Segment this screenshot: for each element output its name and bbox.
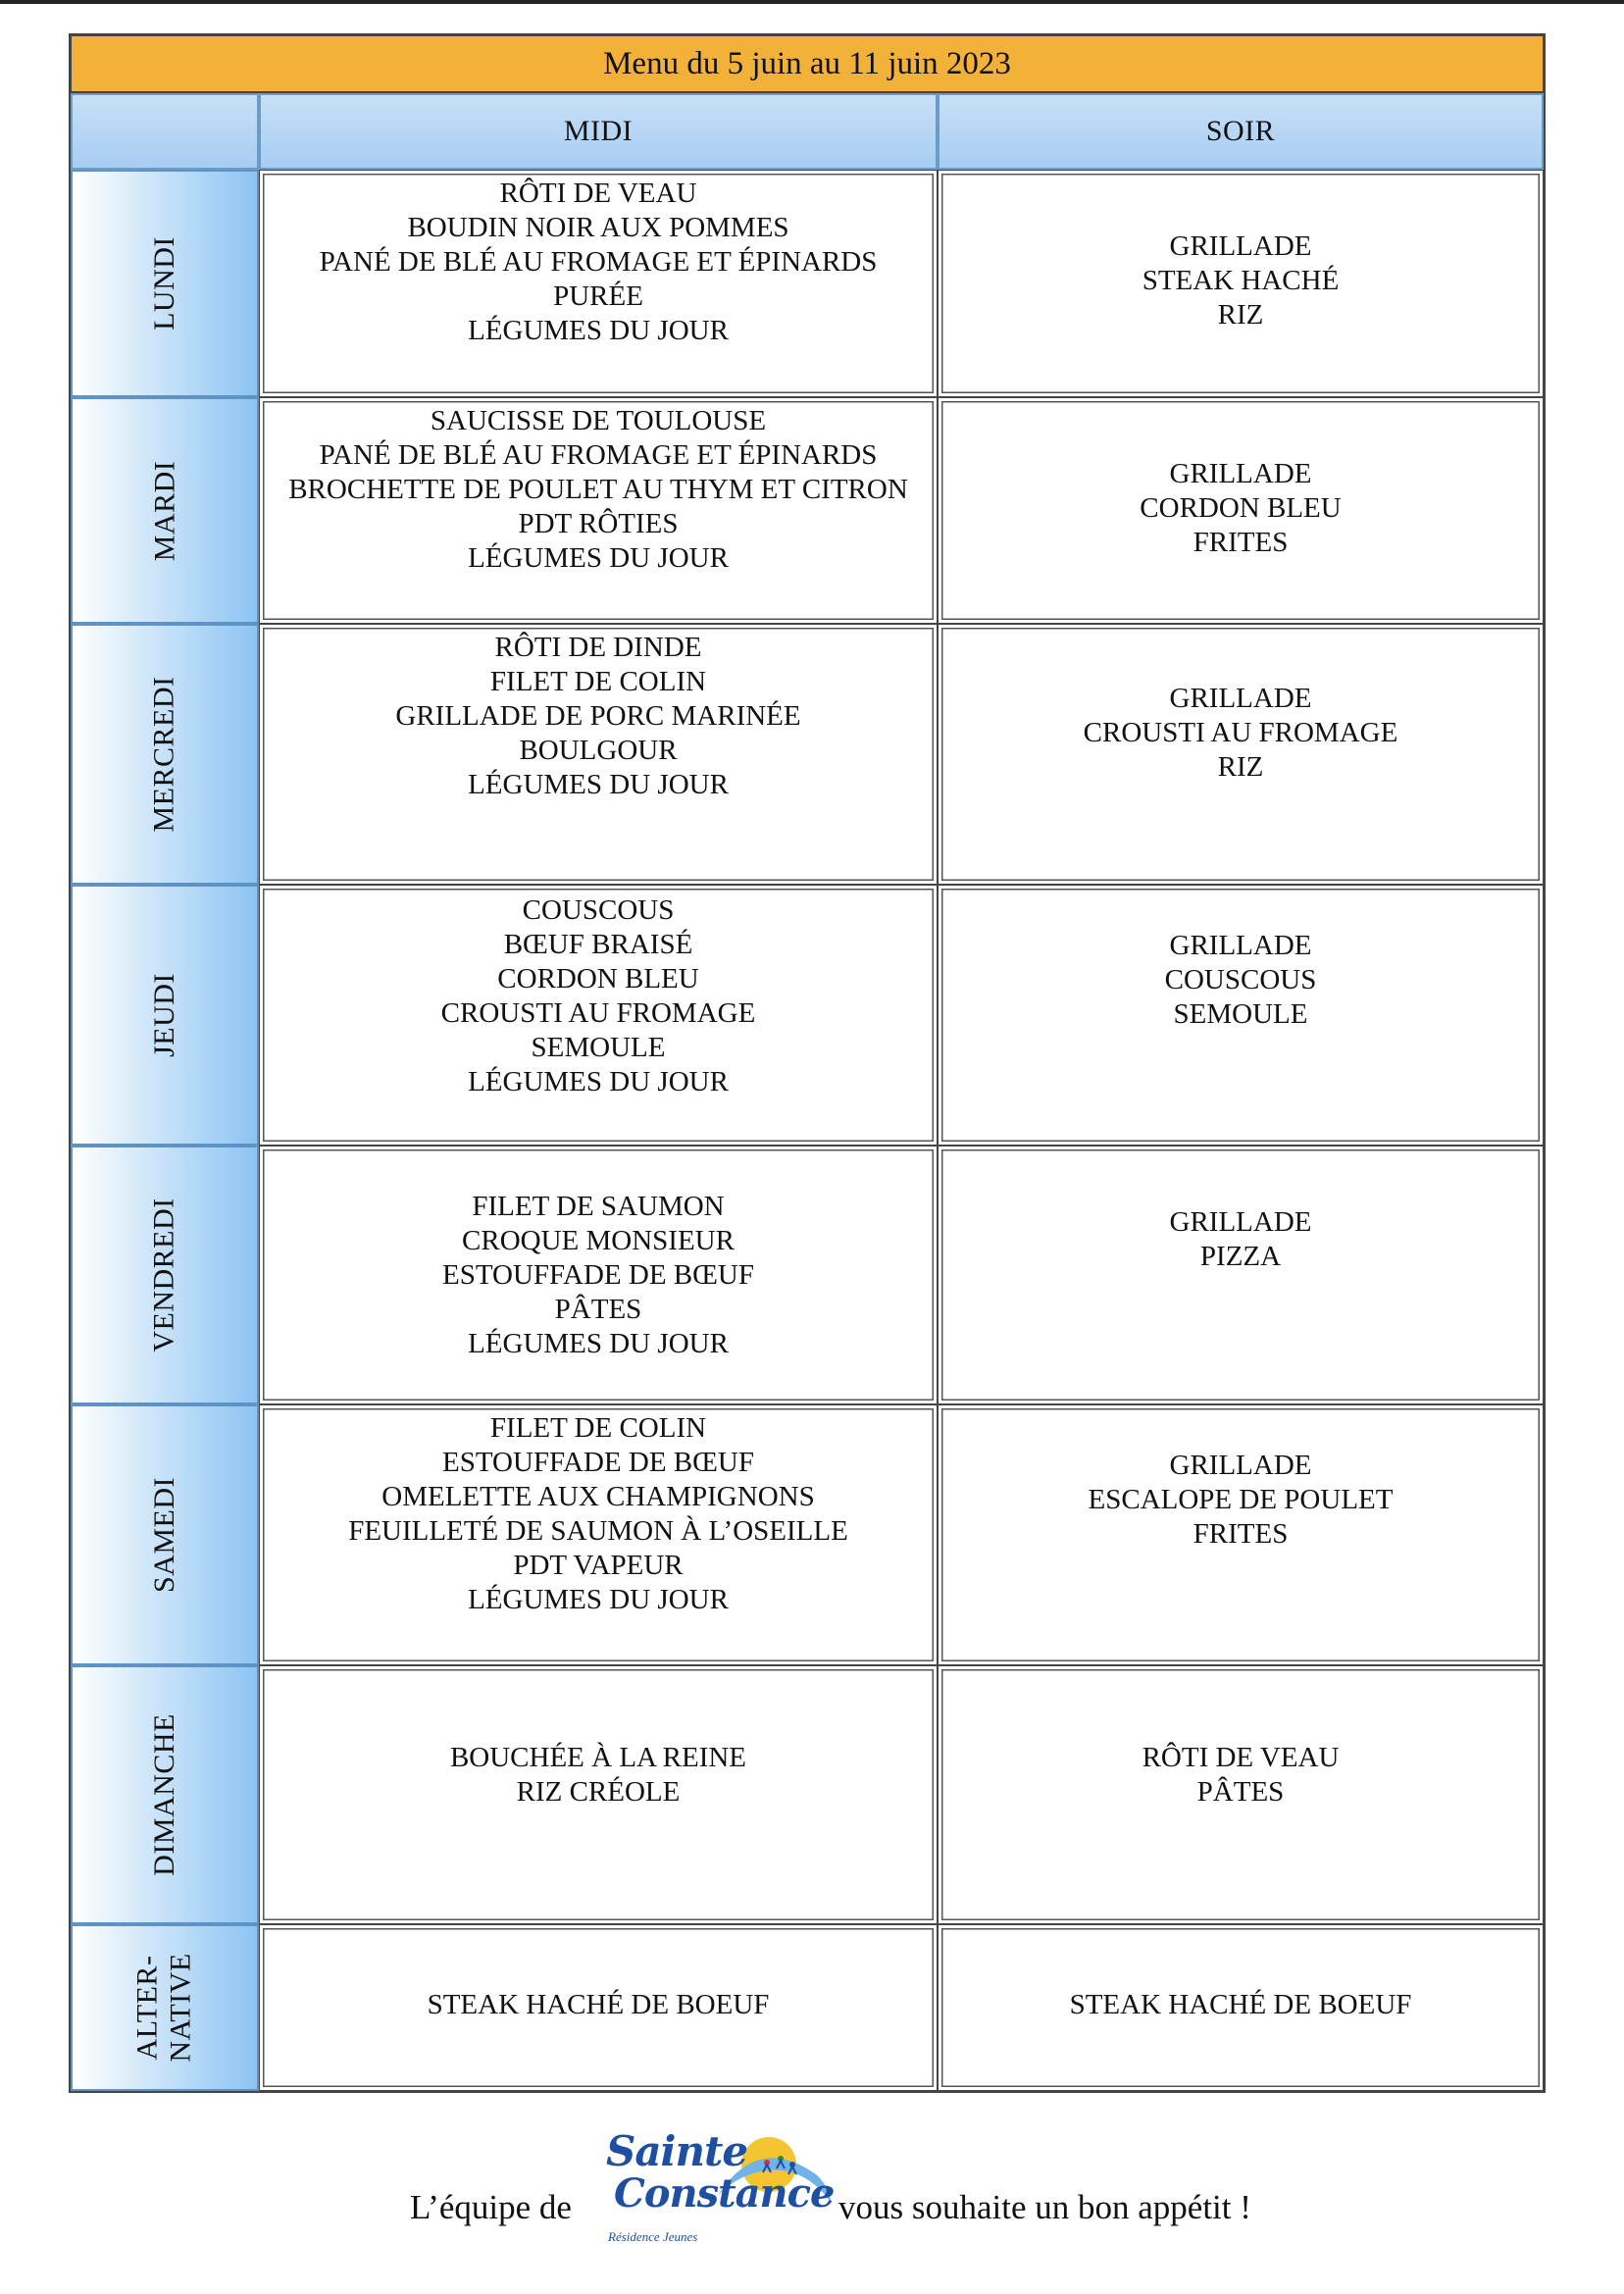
soir-cell	[938, 397, 1544, 624]
day-label-cell	[71, 170, 259, 397]
midi-cell	[259, 1404, 938, 1665]
dish: LÉGUMES DU JOUR	[468, 542, 729, 574]
dish: COUSCOUS	[1164, 964, 1317, 995]
dish: BOULGOUR	[519, 735, 678, 766]
menu-title: Menu du 5 juin au 11 juin 2023	[71, 35, 1544, 93]
dish: RÔTI DE VEAU	[499, 178, 697, 209]
dish: OMELETTE AUX CHAMPIGNONS	[381, 1481, 815, 1512]
day-label: ALTER- NATIVE	[131, 1953, 197, 2063]
dish: SAUCISSE DE TOULOUSE	[430, 405, 767, 436]
dish: CROQUE MONSIEUR	[462, 1225, 735, 1256]
sainte-constance-logo	[600, 2127, 836, 2255]
day-label: MERCREDI	[147, 676, 180, 833]
dish: BŒUF BRAISÉ	[503, 929, 693, 960]
day-label: SAMEDI	[147, 1476, 180, 1594]
day-label-cell	[71, 885, 259, 1146]
dish: CROUSTI AU FROMAGE	[1083, 717, 1398, 748]
dish: FRITES	[1193, 1518, 1289, 1550]
dish: PÂTES	[1196, 1776, 1285, 1808]
soir-cell	[938, 1404, 1544, 1665]
dish: FEUILLETÉ DE SAUMON À L’OSEILLE	[348, 1515, 848, 1547]
day-label-cell	[71, 1404, 259, 1665]
dish: CORDON BLEU	[497, 963, 699, 994]
dish: PANÉ DE BLÉ AU FROMAGE ET ÉPINARDS	[319, 439, 878, 471]
footer-text-after: vous souhaite un bon appétit !	[838, 2188, 1251, 2226]
dish: LÉGUMES DU JOUR	[468, 769, 729, 800]
dish: PURÉE	[553, 280, 643, 312]
dish: LÉGUMES DU JOUR	[468, 1328, 729, 1359]
column-header-midi: MIDI	[259, 93, 938, 170]
dish: FILET DE SAUMON	[472, 1191, 725, 1222]
row-samedi	[71, 1404, 1544, 1665]
dish: GRILLADE	[1169, 458, 1312, 489]
dish: SEMOULE	[531, 1032, 666, 1063]
row-lundi	[71, 170, 1544, 397]
row-mardi	[71, 397, 1544, 624]
day-label-cell	[71, 1146, 259, 1404]
soir-cell	[938, 1146, 1544, 1404]
dish: BOUCHÉE À LA REINE	[449, 1742, 747, 1773]
dish: FILET DE COLIN	[489, 1412, 707, 1444]
dish: RIZ	[1217, 751, 1264, 783]
dish: PÂTES	[554, 1294, 642, 1325]
scan-edge	[0, 0, 1624, 4]
midi-cell	[259, 397, 938, 624]
day-label: LUNDI	[148, 236, 180, 331]
dish: PDT RÔTIES	[518, 508, 679, 539]
day-label: JEUDI	[147, 973, 180, 1057]
midi-cell	[259, 1665, 938, 1924]
midi-cell	[259, 1924, 938, 2091]
row-dimanche	[71, 1665, 1544, 1924]
dish: COUSCOUS	[522, 894, 675, 926]
dish: STEAK HACHÉ DE BOEUF	[427, 1989, 770, 2020]
logo-subtitle: Résidence Jeunes	[608, 2229, 698, 2244]
logo-line1: Sainte	[606, 2127, 748, 2175]
day-label: VENDREDI	[148, 1198, 180, 1352]
day-label-cell	[71, 1924, 259, 2091]
footer-text-before: L’équipe de	[410, 2188, 572, 2226]
row-mercredi	[71, 624, 1544, 885]
dish: LÉGUMES DU JOUR	[468, 315, 729, 346]
dish: RIZ	[1217, 299, 1264, 331]
day-label-cell	[71, 624, 259, 885]
dish: PDT VAPEUR	[513, 1550, 684, 1581]
day-label-cell	[71, 397, 259, 624]
soir-cell	[938, 624, 1544, 885]
dish: PIZZA	[1199, 1241, 1282, 1272]
day-label-cell	[71, 1665, 259, 1924]
soir-cell	[938, 885, 1544, 1146]
dish: STEAK HACHÉ	[1142, 265, 1340, 296]
dish: ESTOUFFADE DE BŒUF	[442, 1259, 754, 1291]
dish: ESTOUFFADE DE BŒUF	[442, 1447, 754, 1478]
dish: CORDON BLEU	[1140, 492, 1342, 524]
midi-cell	[259, 1146, 938, 1404]
soir-cell	[938, 1924, 1544, 2091]
dish: GRILLADE	[1169, 230, 1312, 262]
dish: RIZ CRÉOLE	[516, 1776, 681, 1808]
midi-cell	[259, 170, 938, 397]
day-label: DIMANCHE	[147, 1713, 180, 1876]
dish: GRILLADE DE PORC MARINÉE	[395, 700, 801, 732]
dish: GRILLADE	[1169, 1450, 1312, 1481]
soir-cell	[938, 1665, 1544, 1924]
logo-line2: Constance	[614, 2170, 835, 2217]
column-header-soir: SOIR	[938, 93, 1544, 170]
dish: BOUDIN NOIR AUX POMMES	[407, 212, 789, 243]
dish: SEMOULE	[1173, 998, 1308, 1030]
dish: GRILLADE	[1169, 930, 1312, 961]
dish: RÔTI DE DINDE	[494, 632, 702, 663]
row-alternative	[71, 1924, 1544, 2091]
dish: CROUSTI AU FROMAGE	[440, 997, 756, 1029]
dish: FRITES	[1193, 527, 1289, 558]
header-corner	[71, 93, 259, 170]
dish: BROCHETTE DE POULET AU THYM ET CITRON	[288, 474, 908, 505]
menu-table	[69, 33, 1546, 2093]
row-jeudi	[71, 885, 1544, 1146]
dish: ESCALOPE DE POULET	[1088, 1484, 1394, 1515]
midi-cell	[259, 624, 938, 885]
dish: FILET DE COLIN	[489, 666, 707, 697]
dish: RÔTI DE VEAU	[1142, 1742, 1340, 1773]
dish: GRILLADE	[1169, 683, 1312, 714]
row-vendredi	[71, 1146, 1544, 1404]
dish: LÉGUMES DU JOUR	[468, 1584, 729, 1615]
dish: STEAK HACHÉ DE BOEUF	[1069, 1989, 1412, 2020]
dish: GRILLADE	[1169, 1206, 1312, 1238]
footer	[0, 2123, 1624, 2270]
dish: PANÉ DE BLÉ AU FROMAGE ET ÉPINARDS	[319, 246, 878, 278]
soir-cell	[938, 170, 1544, 397]
day-label: MARDI	[147, 460, 180, 561]
dish: LÉGUMES DU JOUR	[468, 1066, 729, 1097]
midi-cell	[259, 885, 938, 1146]
